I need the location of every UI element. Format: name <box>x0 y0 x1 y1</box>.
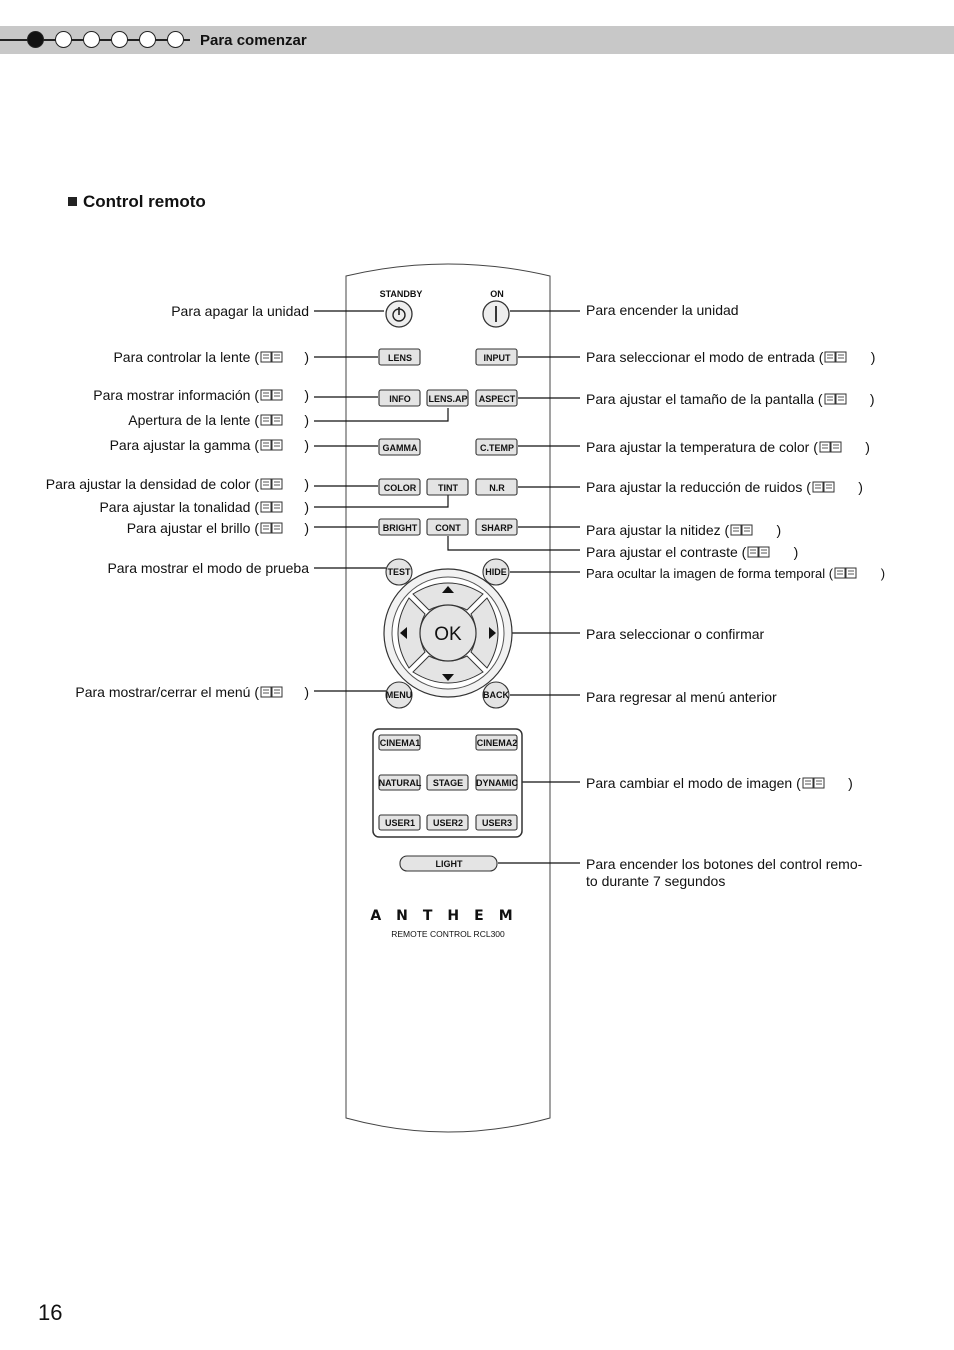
cont-button-label: CONT <box>435 523 461 533</box>
standby-label: STANDBY <box>379 289 423 299</box>
nr-button-label: N.R <box>489 483 505 493</box>
info-button-label: INFO <box>389 394 411 404</box>
cinema2-button-label: CINEMA2 <box>476 738 518 748</box>
label-nr-text: Para ajustar la reducción de ruidos ( <box>586 479 811 495</box>
label-info <box>93 387 309 403</box>
ok-button-label: OK <box>434 624 462 645</box>
label-bright-text: Para ajustar el brillo ( <box>126 520 259 536</box>
label-color-text: Para ajustar la densidad de color ( <box>45 476 259 492</box>
test-button-label: TEST <box>387 567 411 577</box>
close-paren: ) <box>304 499 309 515</box>
close-paren: ) <box>304 387 309 403</box>
label-menu <box>75 684 309 700</box>
header-section-title: Para comenzar <box>200 32 307 49</box>
input-button-label: INPUT <box>483 353 511 363</box>
close-paren: ) <box>304 412 309 428</box>
user1-button-label: USER1 <box>384 818 416 828</box>
close-paren: ) <box>304 684 309 700</box>
label-info-text: Para mostrar información ( <box>93 387 259 403</box>
label-test: Para mostrar el modo de prueba <box>107 560 309 576</box>
gamma-button-label: GAMMA <box>382 443 418 453</box>
tint-button-label: TINT <box>438 483 458 493</box>
stage-button-label: STAGE <box>432 778 464 788</box>
book-icon <box>260 439 284 451</box>
light-button-label: LIGHT <box>435 859 463 869</box>
close-paren: ) <box>858 479 863 495</box>
book-icon <box>730 524 754 536</box>
label-c-temp <box>586 439 870 455</box>
label-back: Para regresar al menú anterior <box>586 689 777 705</box>
label-aspect <box>586 391 875 407</box>
label-hide <box>586 566 885 582</box>
hide-button-label: HIDE <box>485 567 507 577</box>
page-number: 16 <box>38 1300 63 1325</box>
label-nr <box>586 479 863 495</box>
book-icon <box>260 522 284 534</box>
book-icon <box>824 393 848 405</box>
label-cont-text: Para ajustar el contraste ( <box>586 544 747 560</box>
section-title: Control remoto <box>83 192 206 211</box>
navigation-pad <box>384 569 512 697</box>
close-paren: ) <box>870 349 876 365</box>
lens-ap-button-label: LENS.AP <box>428 394 468 404</box>
close-paren: ) <box>304 437 309 453</box>
label-bright <box>127 520 309 536</box>
label-c-temp-text: Para ajustar la temperatura de color ( <box>586 439 818 455</box>
book-icon <box>802 777 826 789</box>
book-icon <box>824 351 848 363</box>
label-sharp-text: Para ajustar la nitidez ( <box>586 522 730 538</box>
book-icon <box>812 481 836 493</box>
close-paren: ) <box>304 520 309 536</box>
lens-button-label: LENS <box>387 353 413 363</box>
book-icon <box>260 686 284 698</box>
menu-button-label: MENU <box>385 690 413 700</box>
label-picture-mode-text: Para cambiar el modo de imagen ( <box>586 775 801 791</box>
close-paren: ) <box>880 566 886 581</box>
close-paren: ) <box>848 775 853 791</box>
book-icon <box>260 389 284 401</box>
c-temp-button-label: C.TEMP <box>479 443 515 453</box>
model-label: REMOTE CONTROL RCL300 <box>391 929 505 939</box>
brand-logo: ANTHEM <box>370 908 528 924</box>
natural-button-label: NATURAL <box>378 778 422 788</box>
label-on: Para encender la unidad <box>586 302 739 318</box>
book-icon <box>260 351 284 363</box>
label-gamma-text: Para ajustar la gamma ( <box>109 437 259 453</box>
label-input-text: Para seleccionar el modo de entrada ( <box>586 349 824 365</box>
book-icon <box>260 501 284 513</box>
label-input <box>586 349 875 365</box>
user2-button-label: USER2 <box>432 818 464 828</box>
book-icon <box>260 478 284 490</box>
label-standby: Para apagar la unidad <box>171 303 309 319</box>
sharp-button-label: SHARP <box>481 523 513 533</box>
label-ok: Para seleccionar o confirmar <box>586 626 765 642</box>
label-hide-text: Para ocultar la imagen de forma temporal ( <box>586 566 834 581</box>
book-icon <box>747 546 771 558</box>
back-button-label: BACK <box>483 690 509 700</box>
standby-button[interactable] <box>386 301 412 327</box>
book-icon <box>819 441 843 453</box>
close-paren: ) <box>304 349 309 365</box>
bright-button-label: BRIGHT <box>382 523 418 533</box>
book-icon <box>260 414 284 426</box>
label-cont <box>586 544 798 560</box>
on-button[interactable] <box>483 301 509 327</box>
label-sharp <box>586 522 781 538</box>
label-picture-mode <box>586 775 853 791</box>
aspect-button-label: ASPECT <box>478 394 516 404</box>
label-color <box>46 476 309 492</box>
label-light-line2: to durante 7 segundos <box>586 873 726 889</box>
close-paren: ) <box>304 476 309 492</box>
close-paren: ) <box>793 544 799 560</box>
label-lens-text: Para controlar la lente ( <box>113 349 259 365</box>
close-paren: ) <box>776 522 782 538</box>
user3-button-label: USER3 <box>481 818 513 828</box>
dynamic-button-label: DYNAMIC <box>476 778 518 788</box>
book-icon <box>834 567 858 579</box>
close-paren: ) <box>869 391 875 407</box>
label-tint-text: Para ajustar la tonalidad ( <box>99 499 259 515</box>
label-lens <box>113 349 309 365</box>
label-menu-text: Para mostrar/cerrar el menú ( <box>75 684 259 700</box>
cinema1-button-label: CINEMA1 <box>379 738 421 748</box>
label-gamma <box>110 437 309 453</box>
label-lens-ap <box>128 412 309 428</box>
label-aspect-text: Para ajustar el tamaño de la pantalla ( <box>586 391 823 407</box>
label-tint <box>99 499 309 515</box>
color-button-label: COLOR <box>383 483 417 493</box>
on-label: ON <box>490 289 504 299</box>
close-paren: ) <box>865 439 870 455</box>
label-light-line1: Para encender los botones del control remo- <box>586 856 863 872</box>
label-lens-ap-text: Apertura de la lente ( <box>128 412 259 428</box>
